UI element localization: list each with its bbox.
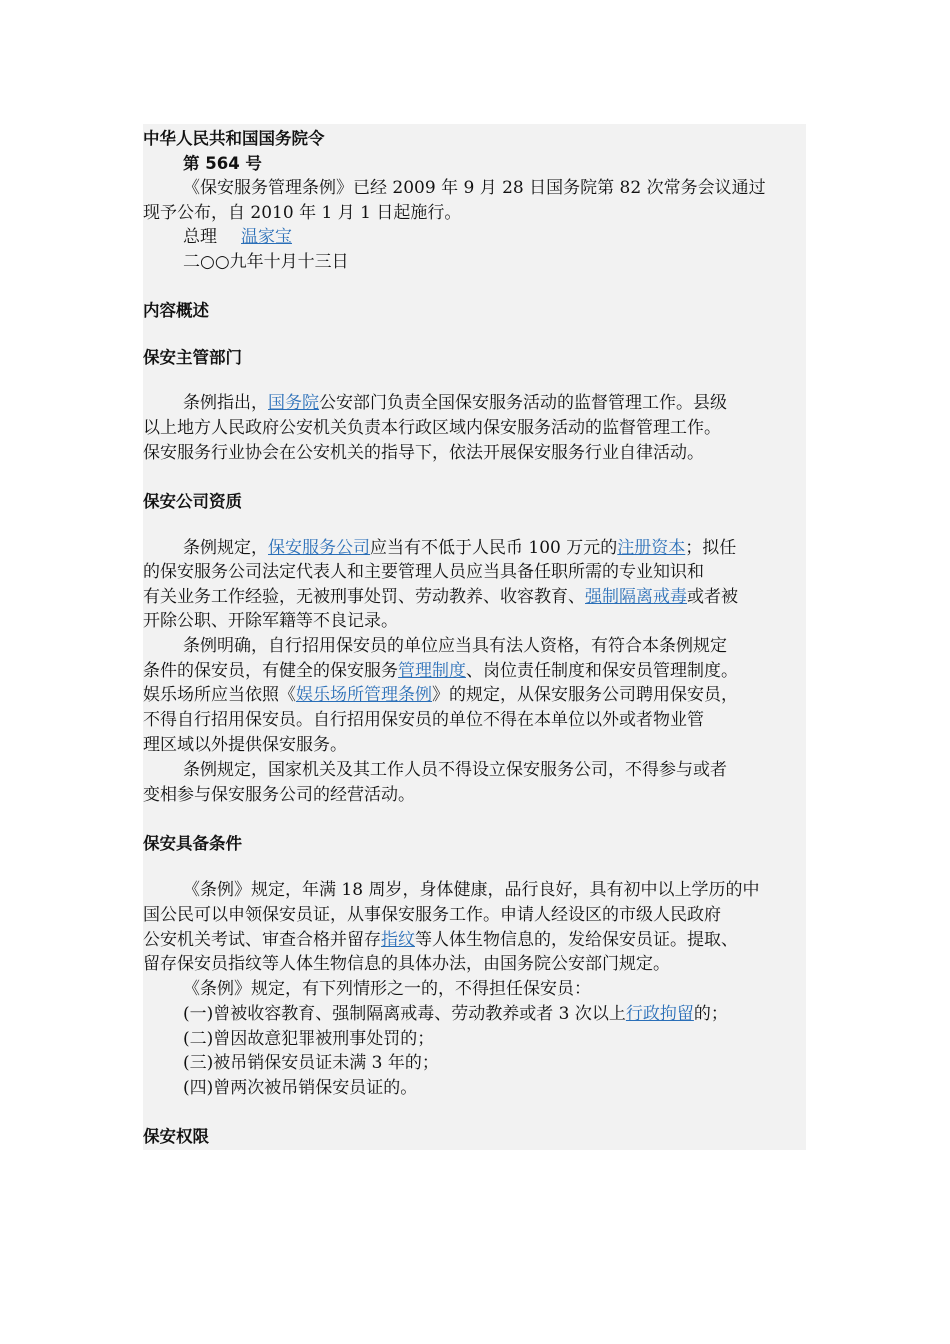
link-security-company[interactable]: 保安服务公司 bbox=[268, 538, 370, 558]
paragraph-line: 条件的保安员，有健全的保安服务管理制度、岗位责任制度和保安员管理制度。 bbox=[143, 661, 738, 681]
link-registered-capital[interactable]: 注册资本 bbox=[617, 538, 686, 558]
paragraph-line: 不得自行招用保安员。自行招用保安员的单位不得在本单位以外或者物业管 bbox=[143, 710, 704, 730]
paragraph-line: 条例规定，保安服务公司应当有不低于人民币 100 万元的注册资本；拟任 bbox=[183, 538, 737, 558]
paragraph-line: 理区域以外提供保安服务。 bbox=[143, 735, 347, 755]
paragraph-line: 条例指出，国务院公安部门负责全国保安服务活动的监督管理工作。县级 bbox=[183, 393, 727, 413]
paragraph-line: 留存保安员指纹等人体生物信息的具体办法，由国务院公安部门规定。 bbox=[143, 954, 670, 974]
list-item: (二)曾因故意犯罪被刑事处罚的； bbox=[183, 1029, 435, 1049]
paragraph-line: 娱乐场所应当依照《娱乐场所管理条例》的规定，从保安服务公司聘用保安员， bbox=[143, 685, 738, 705]
paragraph-line: 的保安服务公司法定代表人和主要管理人员应当具备任职所需的专业知识和 bbox=[143, 562, 704, 582]
heading-powers: 保安权限 bbox=[143, 1127, 209, 1146]
heading-conditions: 保安具备条件 bbox=[143, 834, 242, 853]
list-item: (三)被吊销保安员证未满 3 年的； bbox=[183, 1053, 439, 1073]
paragraph-line: 条例规定，国家机关及其工作人员不得设立保安服务公司，不得参与或者 bbox=[183, 760, 727, 780]
paragraph-line: 《条例》规定，有下列情形之一的，不得担任保安员： bbox=[183, 979, 591, 999]
paragraph-line: 条例明确，自行招用保安员的单位应当具有法人资格，有符合本条例规定 bbox=[183, 636, 727, 656]
link-entertainment-regulation[interactable]: 娱乐场所管理条例 bbox=[296, 685, 432, 705]
link-management-system[interactable]: 管理制度 bbox=[398, 661, 466, 681]
paragraph-line: 《条例》规定，年满 18 周岁，身体健康，品行良好，具有初中以上学历的中 bbox=[183, 880, 760, 900]
decree-title: 中华人民共和国国务院令 bbox=[143, 129, 325, 148]
heading-authority: 保安主管部门 bbox=[143, 348, 242, 367]
paragraph-line: 保安服务行业协会在公安机关的指导下，依法开展保安服务行业自律活动。 bbox=[143, 443, 704, 463]
paragraph-line: 开除公职、开除军籍等不良记录。 bbox=[143, 611, 398, 631]
link-state-council[interactable]: 国务院 bbox=[268, 393, 319, 413]
paragraph-line: 以上地方人民政府公安机关负责本行政区域内保安服务活动的监督管理工作。 bbox=[143, 418, 721, 438]
link-compulsory-rehab[interactable]: 强制隔离戒毒 bbox=[585, 587, 687, 607]
signer-title: 总理 bbox=[183, 227, 217, 247]
heading-qualification: 保安公司资质 bbox=[143, 492, 242, 511]
decree-date: 二○○九年十月十三日 bbox=[183, 252, 349, 272]
link-signer-name[interactable]: 温家宝 bbox=[241, 227, 292, 247]
list-item: (一)曾被收容教育、强制隔离戒毒、劳动教养或者 3 次以上行政拘留的； bbox=[183, 1004, 728, 1024]
list-item: (四)曾两次被吊销保安员证的。 bbox=[183, 1078, 418, 1098]
paragraph-line: 公安机关考试、审查合格并留存指纹等人体生物信息的，发给保安员证。提取、 bbox=[143, 930, 738, 950]
heading-overview: 内容概述 bbox=[143, 301, 209, 320]
signer-line bbox=[183, 225, 806, 250]
document-content bbox=[143, 124, 806, 1150]
paragraph-line: 有关业务工作经验，无被刑事处罚、劳动教养、收容教育、强制隔离戒毒或者被 bbox=[143, 587, 738, 607]
decree-text-line: 现予公布，自 2010 年 1 月 1 日起施行。 bbox=[143, 203, 462, 223]
paragraph-line: 变相参与保安服务公司的经营活动。 bbox=[143, 785, 415, 805]
link-fingerprint[interactable]: 指纹 bbox=[381, 930, 415, 950]
link-administrative-detention[interactable]: 行政拘留 bbox=[625, 1004, 694, 1024]
decree-number: 第 564 号 bbox=[183, 154, 262, 173]
paragraph-line: 国公民可以申领保安员证，从事保安服务工作。申请人经设区的市级人民政府 bbox=[143, 905, 721, 925]
decree-text-line: 《保安服务管理条例》已经 2009 年 9 月 28 日国务院第 82 次常务会议通过 bbox=[183, 178, 766, 198]
